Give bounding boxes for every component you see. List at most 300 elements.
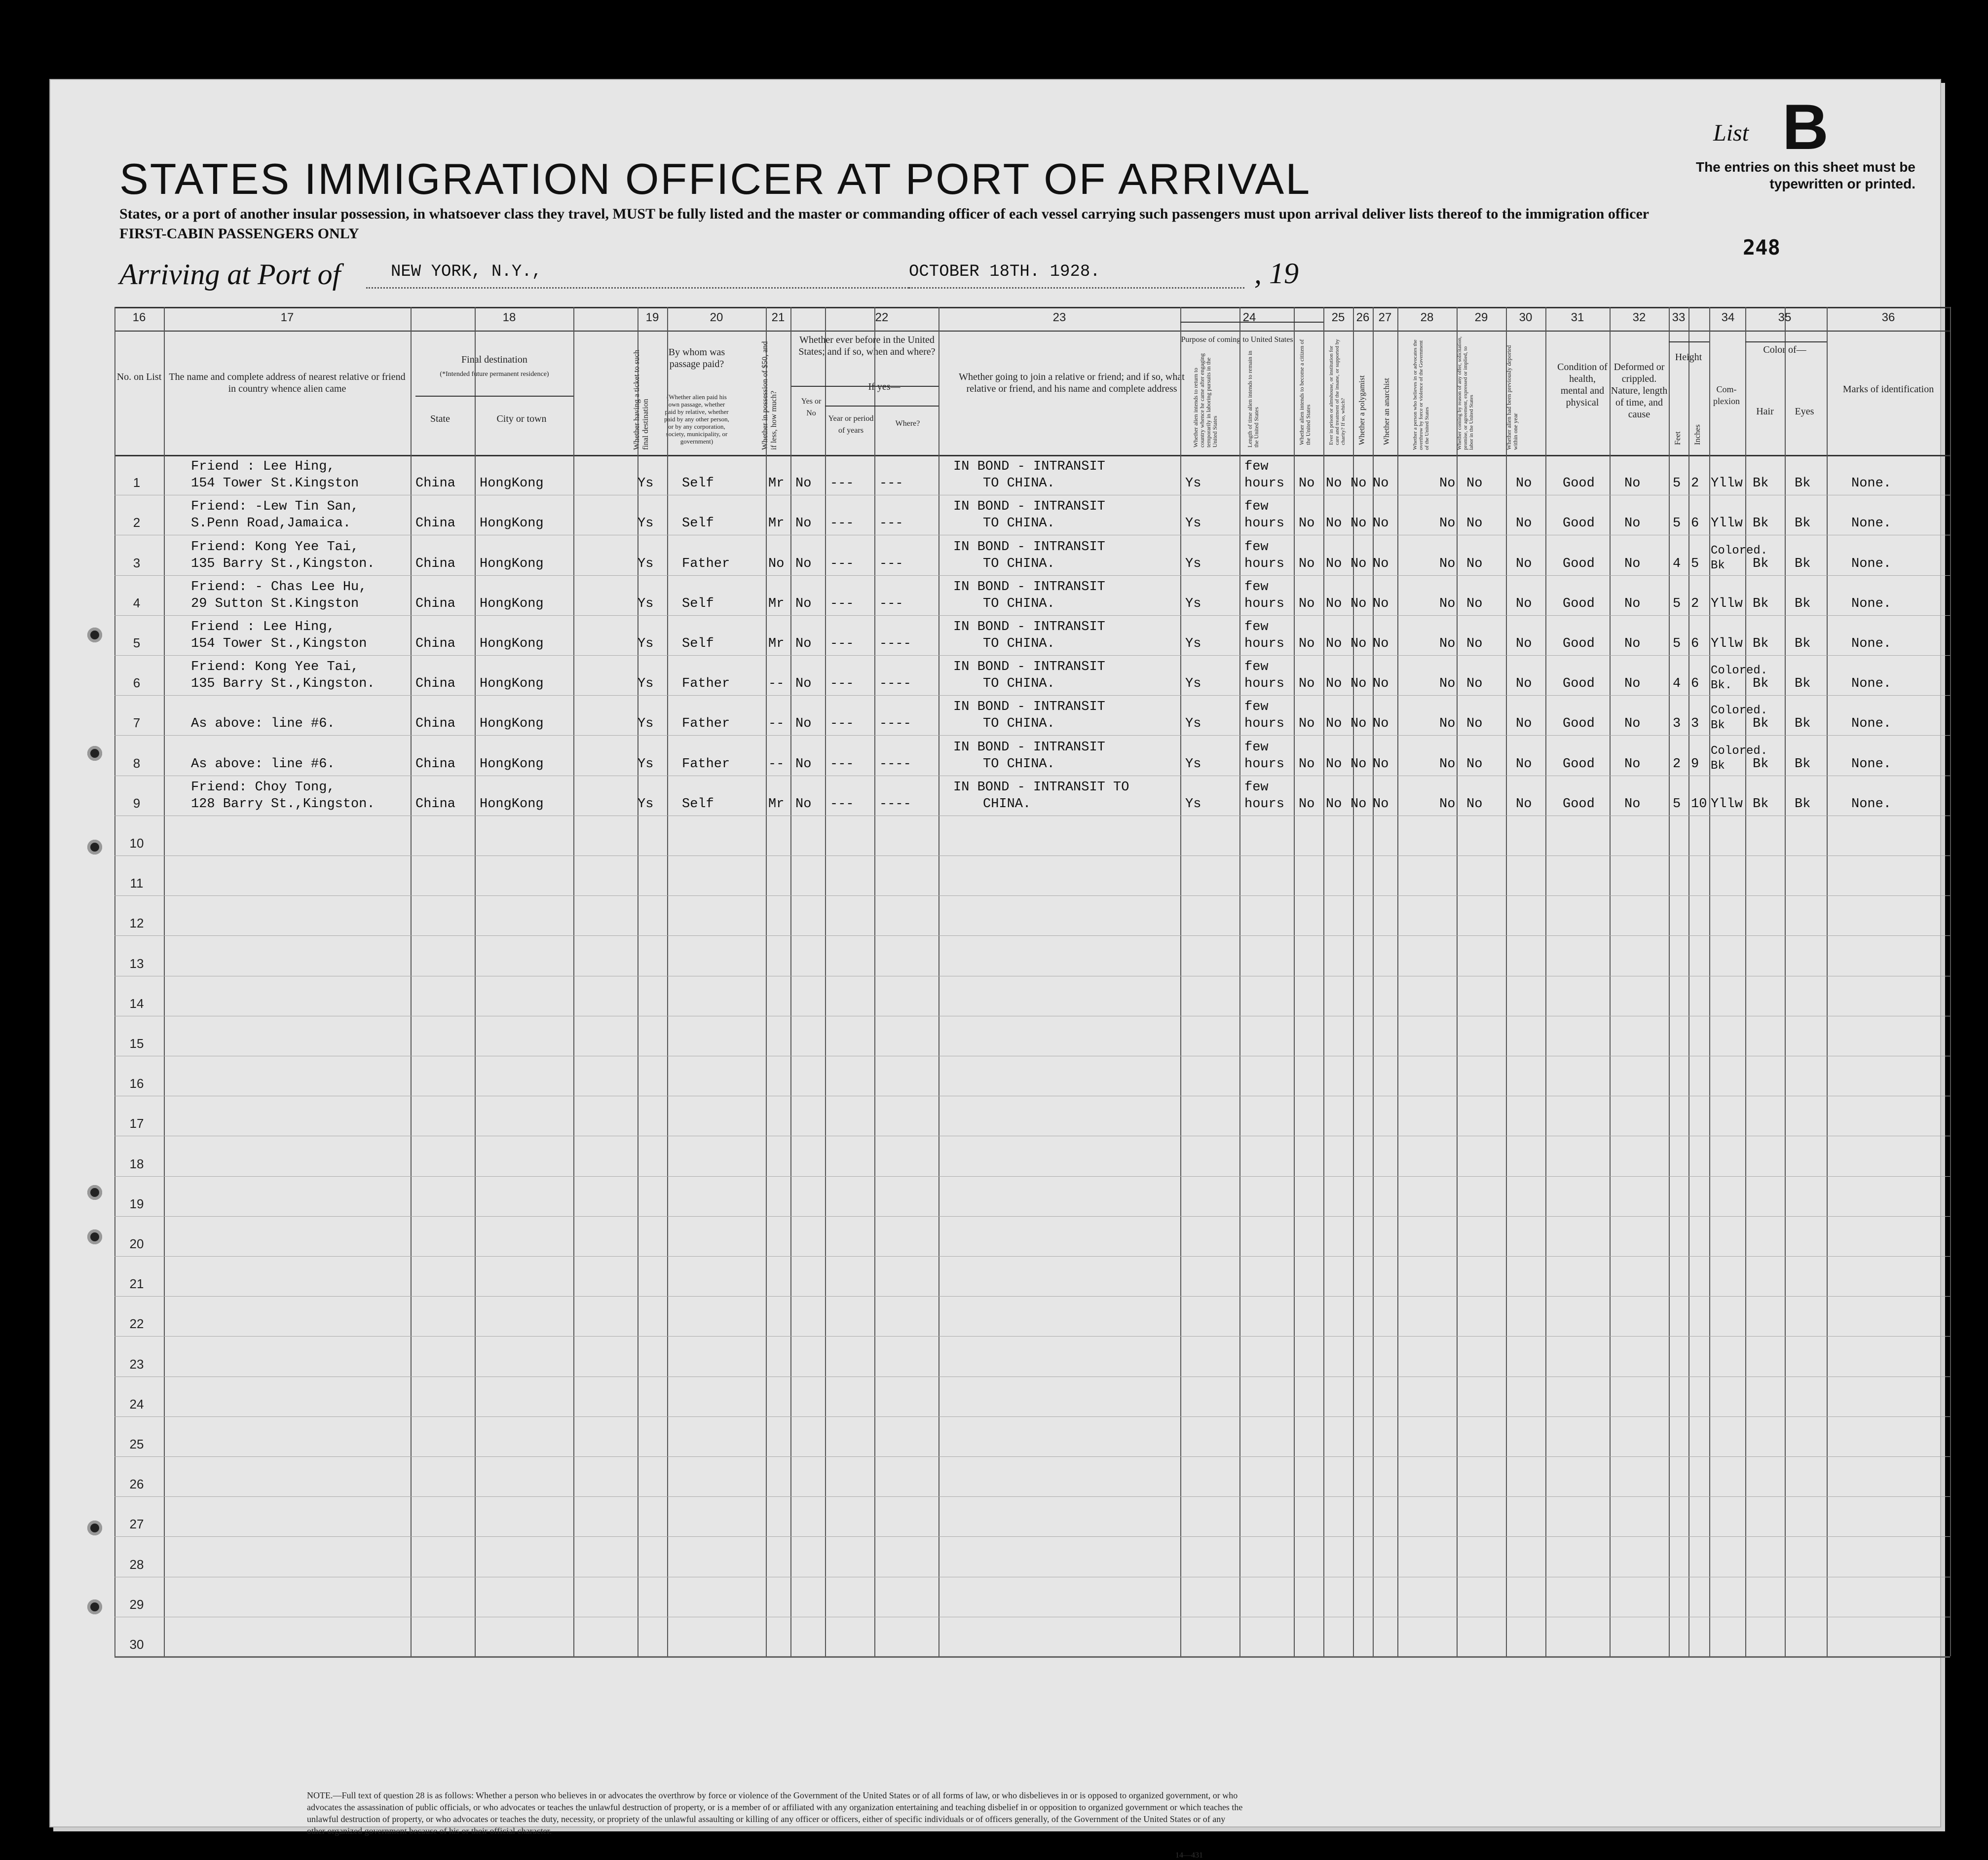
column-rule: [667, 307, 668, 1656]
money-cell: Mr: [768, 516, 785, 531]
column-rule: [411, 307, 412, 1656]
deported-cell: No: [1516, 556, 1532, 571]
marks-cell: None.: [1851, 716, 1892, 732]
row-number: 15: [129, 1036, 144, 1051]
join-line2: TO CHINA.: [983, 596, 1055, 611]
row-number: 21: [129, 1276, 144, 1292]
state-cell: China: [415, 716, 456, 732]
table-top-rule: [114, 307, 1950, 308]
paid-by-cell: Father: [682, 556, 730, 571]
ticket-cell: Ys: [638, 796, 654, 812]
column-rule: [1397, 307, 1398, 1656]
length-line1: few: [1244, 700, 1269, 715]
where-cell: ----: [879, 756, 911, 772]
row-number: 17: [129, 1116, 144, 1131]
header-money: Whether in possession of $50, and if less, how much?: [761, 341, 778, 450]
health-cell: Good: [1563, 596, 1595, 611]
return-cell: Ys: [1185, 596, 1201, 611]
join-line2: TO CHINA.: [983, 476, 1055, 491]
column-number: 23: [1052, 311, 1066, 324]
where-cell: ---: [879, 476, 903, 491]
anarchist-cell: No: [1373, 516, 1389, 531]
column-rule: [766, 307, 767, 1656]
header-prison: Ever in prison or almshouse, or institution for care and treatment of the insane, or supported by charity? If so, which?: [1328, 339, 1346, 445]
polygamist-cell: No: [1350, 556, 1367, 571]
money-cell: --: [768, 756, 785, 772]
row-rule: [114, 895, 1950, 896]
row-number: 30: [129, 1637, 144, 1652]
column-number: 29: [1474, 311, 1488, 324]
column-number: 30: [1519, 311, 1533, 324]
health-cell: Good: [1563, 796, 1595, 812]
footer-note: NOTE.—Full text of question 28 is as follows: Whether a person who believes in or advocates the overthrow by force or violence of the Government of the United States or of all forms of law, or who disbelieves in or is opposed to organized government, or who advocates the assassination of public officials, or who advocates or teaches the unlawful destruction of property, or is a member of or affiliated with any organization entertaining and teaching disbelief in or opposition to organized government or which teaches the unlawful destruction of property, or who advocates or teaches the duty, necessity, or propriety of the unlawful assaulting or killing of any officer or officers, either of specific individuals or of officers generally, of the Government of the United States or of any other organized government because of his or their official character.: [307, 1790, 1243, 1836]
eyes-cell: Bk: [1795, 556, 1811, 571]
join-line1: IN BOND - INTRANSIT TO: [953, 780, 1129, 795]
header-nearest-relative: The name and complete address of nearest relative or friend in country whence alien came: [169, 372, 406, 394]
q28-cell: No: [1439, 676, 1456, 692]
year-cell: ---: [830, 636, 854, 651]
relative-address: As above: line #6.: [191, 716, 335, 732]
deported-cell: No: [1516, 636, 1532, 651]
page-title: STATES IMMIGRATION OFFICER AT PORT OF ARRIVAL: [119, 154, 1312, 203]
polygamist-cell: No: [1350, 636, 1367, 651]
column-rule: [1506, 307, 1507, 1656]
header-bottom-rule: [114, 455, 1950, 456]
anarchist-cell: No: [1373, 556, 1389, 571]
state-cell: China: [415, 636, 456, 651]
before-cell: No: [795, 676, 812, 692]
inches-cell: 10: [1691, 796, 1707, 812]
length-line1: few: [1244, 660, 1269, 675]
cabin-class: FIRST-CABIN PASSENGERS ONLY: [119, 225, 359, 242]
column-number: 27: [1378, 311, 1392, 324]
join-line2: TO CHINA.: [983, 716, 1055, 732]
health-cell: Good: [1563, 676, 1595, 692]
state-cell: China: [415, 796, 456, 812]
relative-address: S.Penn Road,Jamaica.: [191, 516, 351, 531]
city-cell: HongKong: [480, 476, 544, 491]
marks-cell: None.: [1851, 796, 1892, 812]
join-line2: TO CHINA.: [983, 636, 1055, 651]
ticket-cell: Ys: [638, 476, 654, 491]
polygamist-cell: No: [1350, 596, 1367, 611]
prison-cell: No: [1326, 756, 1342, 772]
row-number: 24: [129, 1396, 144, 1412]
relative-address: 154 Tower St.,Kingston: [191, 636, 367, 651]
q29-cell: No: [1466, 516, 1483, 531]
hair-cell: Bk: [1753, 476, 1769, 491]
column-number: 35: [1778, 311, 1792, 324]
relative-address: As above: line #6.: [191, 756, 335, 772]
inches-cell: 9: [1691, 756, 1699, 772]
header-purpose: Purpose of coming to United States: [1181, 335, 1293, 344]
inches-cell: 5: [1691, 556, 1699, 571]
deformed-cell: No: [1624, 516, 1641, 531]
header-join-relative: Whether going to join a relative or friend; and if so, what relative or friend, and his name and complete address: [959, 372, 1185, 394]
length-line2: hours: [1244, 556, 1285, 571]
arriving-label: Arriving at Port of: [119, 258, 341, 291]
length-line1: few: [1244, 740, 1269, 755]
hair-cell: Bk: [1753, 636, 1769, 651]
prison-cell: No: [1326, 516, 1342, 531]
relative-name: Friend: Kong Yee Tai,: [191, 539, 359, 555]
binder-hole: [87, 1229, 102, 1244]
column-rule: [1545, 307, 1546, 1656]
join-line1: IN BOND - INTRANSIT: [953, 620, 1105, 634]
city-cell: HongKong: [480, 756, 544, 772]
row-number: 14: [129, 996, 144, 1011]
anarchist-cell: No: [1373, 596, 1389, 611]
length-line1: few: [1244, 579, 1269, 595]
citizen-cell: No: [1299, 676, 1315, 692]
column-number: 36: [1881, 311, 1895, 324]
subheader-rule: [825, 406, 938, 407]
polygamist-cell: No: [1350, 716, 1367, 732]
before-cell: No: [795, 596, 812, 611]
join-line1: IN BOND - INTRANSIT: [953, 499, 1105, 515]
row-number: 2: [133, 515, 141, 530]
anarchist-cell: No: [1373, 716, 1389, 732]
complexion-cell: Yllw: [1711, 516, 1743, 531]
city-cell: HongKong: [480, 556, 544, 571]
complexion-cell: Colored. Bk: [1711, 744, 1768, 773]
column-rule: [1353, 307, 1354, 1656]
column-rule: [825, 307, 826, 1656]
header-length-of-stay: Length of time alien intends to remain in the United States: [1246, 350, 1260, 447]
polygamist-cell: No: [1350, 796, 1367, 812]
return-cell: Ys: [1185, 796, 1201, 812]
arrival-date: OCTOBER 18TH. 1928.: [909, 262, 1100, 281]
row-number: 1: [133, 475, 141, 490]
deported-cell: No: [1516, 756, 1532, 772]
row-rule: [114, 1216, 1950, 1217]
row-number: 12: [129, 916, 144, 931]
year-cell: ---: [830, 476, 854, 491]
eyes-cell: Bk: [1795, 636, 1811, 651]
row-rule: [114, 735, 1950, 736]
inches-cell: 6: [1691, 676, 1699, 692]
hair-cell: Bk: [1753, 676, 1769, 692]
header-health: Condition of health, mental and physical: [1557, 362, 1608, 408]
inches-cell: 2: [1691, 476, 1699, 491]
eyes-cell: Bk: [1795, 516, 1811, 531]
prison-cell: No: [1326, 476, 1342, 491]
before-cell: No: [795, 516, 812, 531]
marks-cell: None.: [1851, 596, 1892, 611]
row-number: 22: [129, 1316, 144, 1332]
paid-by-cell: Self: [682, 596, 714, 611]
money-cell: --: [768, 716, 785, 732]
anarchist-cell: No: [1373, 796, 1389, 812]
ticket-cell: Ys: [638, 716, 654, 732]
q28-cell: No: [1439, 516, 1456, 531]
column-rule: [938, 307, 939, 1656]
header-passage-paid-note: (Whether alien paid his own passage, whether paid by relative, whether paid by any other person, or by any corporation, society, municipality, or government): [664, 393, 729, 445]
row-rule: [114, 1416, 1950, 1417]
binder-hole: [87, 1600, 102, 1614]
relative-address: 135 Barry St.,Kingston.: [191, 676, 375, 692]
header-polygamist: Whether a polygamist: [1358, 375, 1366, 445]
list-mark: B: [1782, 91, 1829, 163]
paid-by-cell: Self: [682, 636, 714, 651]
row-number: 3: [133, 555, 141, 570]
header-state: State: [430, 413, 450, 424]
row-number: 16: [129, 1076, 144, 1091]
paid-by-cell: Self: [682, 476, 714, 491]
health-cell: Good: [1563, 556, 1595, 571]
join-line1: IN BOND - INTRANSIT: [953, 740, 1105, 755]
relative-name: Friend : Lee Hing,: [191, 459, 335, 475]
marks-cell: None.: [1851, 756, 1892, 772]
deformed-cell: No: [1624, 636, 1641, 651]
complexion-cell: Colored. Bk: [1711, 704, 1768, 733]
column-rule: [1180, 307, 1181, 1656]
ticket-cell: Ys: [638, 636, 654, 651]
port-dotted-line: [366, 287, 909, 289]
before-cell: No: [795, 756, 812, 772]
inches-cell: 3: [1691, 716, 1699, 732]
relative-name: Friend : Lee Hing,: [191, 620, 335, 634]
where-cell: ----: [879, 716, 911, 732]
header-deported: Whether alien had been previously deported within one year: [1505, 345, 1519, 450]
year-cell: ---: [830, 796, 854, 812]
prison-cell: No: [1326, 636, 1342, 651]
column-rule: [1323, 307, 1324, 1656]
join-line2: TO CHINA.: [983, 756, 1055, 772]
header-city: City or town: [496, 413, 547, 424]
ticket-cell: Ys: [638, 556, 654, 571]
length-line2: hours: [1244, 716, 1285, 732]
deformed-cell: No: [1624, 796, 1641, 812]
relative-address: 29 Sutton St.Kingston: [191, 596, 359, 611]
money-cell: No: [768, 556, 785, 571]
deformed-cell: No: [1624, 756, 1641, 772]
where-cell: ---: [879, 516, 903, 531]
q29-cell: No: [1466, 756, 1483, 772]
row-number: 19: [129, 1196, 144, 1211]
row-number: 10: [129, 836, 144, 851]
feet-cell: 5: [1673, 636, 1681, 651]
row-number: 4: [133, 595, 141, 610]
marks-cell: None.: [1851, 676, 1892, 692]
feet-cell: 2: [1673, 756, 1681, 772]
state-cell: China: [415, 556, 456, 571]
before-cell: No: [795, 796, 812, 812]
column-number: 34: [1721, 311, 1735, 324]
header-yes-no: Yes or No: [801, 397, 822, 417]
subheader-rule: [415, 396, 573, 397]
return-cell: Ys: [1185, 636, 1201, 651]
length-line2: hours: [1244, 756, 1285, 772]
q29-cell: No: [1466, 476, 1483, 491]
eyes-cell: Bk: [1795, 476, 1811, 491]
eyes-cell: Bk: [1795, 716, 1811, 732]
join-line1: IN BOND - INTRANSIT: [953, 579, 1105, 595]
inches-cell: 6: [1691, 516, 1699, 531]
relative-address: 128 Barry St.,Kingston.: [191, 796, 375, 812]
hair-cell: Bk: [1753, 556, 1769, 571]
year-cell: ---: [830, 756, 854, 772]
join-line1: IN BOND - INTRANSIT: [953, 539, 1105, 555]
relative-name: Friend: -Lew Tin San,: [191, 499, 359, 515]
eyes-cell: Bk: [1795, 756, 1811, 772]
citizen-cell: No: [1299, 636, 1315, 651]
header-final-destination-note: (*Intended future permanent residence): [440, 371, 549, 378]
health-cell: Good: [1563, 756, 1595, 772]
column-rule: [1827, 307, 1828, 1656]
q29-cell: No: [1466, 796, 1483, 812]
where-cell: ----: [879, 796, 911, 812]
column-rule: [164, 307, 165, 1656]
polygamist-cell: No: [1350, 756, 1367, 772]
deported-cell: No: [1516, 476, 1532, 491]
column-rule: [1610, 307, 1611, 1656]
hair-cell: Bk: [1753, 796, 1769, 812]
ticket-cell: Ys: [638, 756, 654, 772]
row-number: 8: [133, 755, 141, 771]
deported-cell: No: [1516, 676, 1532, 692]
length-line1: few: [1244, 539, 1269, 555]
citizen-cell: No: [1299, 756, 1315, 772]
citizen-cell: No: [1299, 516, 1315, 531]
subheader-rule: [1669, 341, 1709, 342]
row-number: 27: [129, 1517, 144, 1532]
marks-cell: None.: [1851, 516, 1892, 531]
q28-cell: No: [1439, 476, 1456, 491]
polygamist-cell: No: [1350, 476, 1367, 491]
column-rule: [790, 307, 791, 1656]
header-height: Height: [1675, 352, 1702, 363]
citizen-cell: No: [1299, 716, 1315, 732]
header-anarchist: Whether an anarchist: [1383, 378, 1391, 445]
polygamist-cell: No: [1350, 516, 1367, 531]
manifest-sheet: [49, 79, 1941, 1860]
row-number: 6: [133, 675, 141, 691]
ticket-cell: Ys: [638, 516, 654, 531]
row-rule: [114, 1376, 1950, 1377]
prison-cell: No: [1326, 716, 1342, 732]
where-cell: ---: [879, 556, 903, 571]
column-number: 16: [132, 311, 146, 324]
length-line2: hours: [1244, 516, 1285, 531]
row-number: 13: [129, 956, 144, 971]
header-if-yes: If yes—: [868, 381, 900, 392]
feet-cell: 4: [1673, 556, 1681, 571]
complexion-cell: Yllw: [1711, 596, 1743, 611]
column-number: 25: [1331, 311, 1345, 324]
column-rule: [573, 307, 574, 1656]
year-suffix: , 19: [1254, 257, 1299, 290]
eyes-cell: Bk: [1795, 796, 1811, 812]
row-number: 9: [133, 795, 141, 811]
paid-by-cell: Father: [682, 716, 730, 732]
header-passage-paid: By whom was passage paid?: [668, 347, 725, 370]
form-number: 14—431: [1175, 1851, 1203, 1860]
length-line2: hours: [1244, 676, 1285, 692]
hair-cell: Bk: [1753, 596, 1769, 611]
before-cell: No: [795, 476, 812, 491]
header-complexion: Com-plexion: [1713, 384, 1740, 406]
header-color: Color of—: [1763, 344, 1806, 355]
row-rule: [114, 1536, 1950, 1537]
join-line1: IN BOND - INTRANSIT: [953, 459, 1105, 475]
year-cell: ---: [830, 716, 854, 732]
q29-cell: No: [1466, 596, 1483, 611]
header-final-destination: Final destination: [461, 354, 527, 365]
paid-by-cell: Self: [682, 796, 714, 812]
feet-cell: 5: [1673, 476, 1681, 491]
citizen-cell: No: [1299, 596, 1315, 611]
row-rule: [114, 575, 1950, 576]
q28-cell: No: [1439, 756, 1456, 772]
length-line1: few: [1244, 780, 1269, 795]
hair-cell: Bk: [1753, 756, 1769, 772]
length-line1: few: [1244, 459, 1269, 475]
join-line2: TO CHINA.: [983, 556, 1055, 571]
state-cell: China: [415, 596, 456, 611]
manifest-table: [114, 307, 1950, 1661]
row-rule: [114, 655, 1950, 656]
hair-cell: Bk: [1753, 516, 1769, 531]
return-cell: Ys: [1185, 516, 1201, 531]
state-cell: China: [415, 756, 456, 772]
column-number: 19: [645, 311, 659, 324]
header-hair: Hair: [1756, 406, 1774, 417]
before-cell: No: [795, 636, 812, 651]
header-return: Whether alien intends to return to country whence he came after engaging temporarily in laboring pursuits in the United States: [1192, 353, 1218, 447]
column-number: 17: [280, 311, 294, 324]
subheader-rule: [1745, 341, 1827, 342]
join-line2: TO CHINA.: [983, 516, 1055, 531]
sheet-number: 248: [1743, 235, 1780, 260]
column-rule: [1688, 307, 1689, 1656]
paid-by-cell: Self: [682, 516, 714, 531]
where-cell: ----: [879, 636, 911, 651]
deformed-cell: No: [1624, 596, 1641, 611]
row-number: 5: [133, 635, 141, 650]
inches-cell: 6: [1691, 636, 1699, 651]
marks-cell: None.: [1851, 556, 1892, 571]
health-cell: Good: [1563, 716, 1595, 732]
health-cell: Good: [1563, 636, 1595, 651]
year-cell: ---: [830, 676, 854, 692]
row-number: 7: [133, 715, 141, 731]
complexion-cell: Colored. Bk.: [1711, 664, 1768, 693]
row-rule: [114, 615, 1950, 616]
header-before-in-us: Whether ever before in the United States; and if so, when and where?: [798, 335, 936, 357]
complexion-cell: Colored. Bk: [1711, 544, 1768, 572]
q29-cell: No: [1466, 676, 1483, 692]
row-number: 11: [130, 876, 144, 891]
length-line1: few: [1244, 499, 1269, 515]
join-line1: IN BOND - INTRANSIT: [953, 700, 1105, 715]
row-rule: [114, 1456, 1950, 1457]
deformed-cell: No: [1624, 676, 1641, 692]
q28-cell: No: [1439, 556, 1456, 571]
city-cell: HongKong: [480, 596, 544, 611]
city-cell: HongKong: [480, 516, 544, 531]
complexion-cell: Yllw: [1711, 476, 1743, 491]
anarchist-cell: No: [1373, 476, 1389, 491]
header-q28: Whether a person who believes in or advocates the overthrow by force or violence of the Government of the United States: [1412, 339, 1430, 450]
column-number: 22: [875, 311, 889, 324]
citizen-cell: No: [1299, 796, 1315, 812]
return-cell: Ys: [1185, 556, 1201, 571]
header-where: Where?: [895, 419, 920, 428]
column-rule: [1294, 307, 1295, 1656]
column-number: 31: [1571, 311, 1584, 324]
header-marks: Marks of identification: [1842, 384, 1934, 395]
